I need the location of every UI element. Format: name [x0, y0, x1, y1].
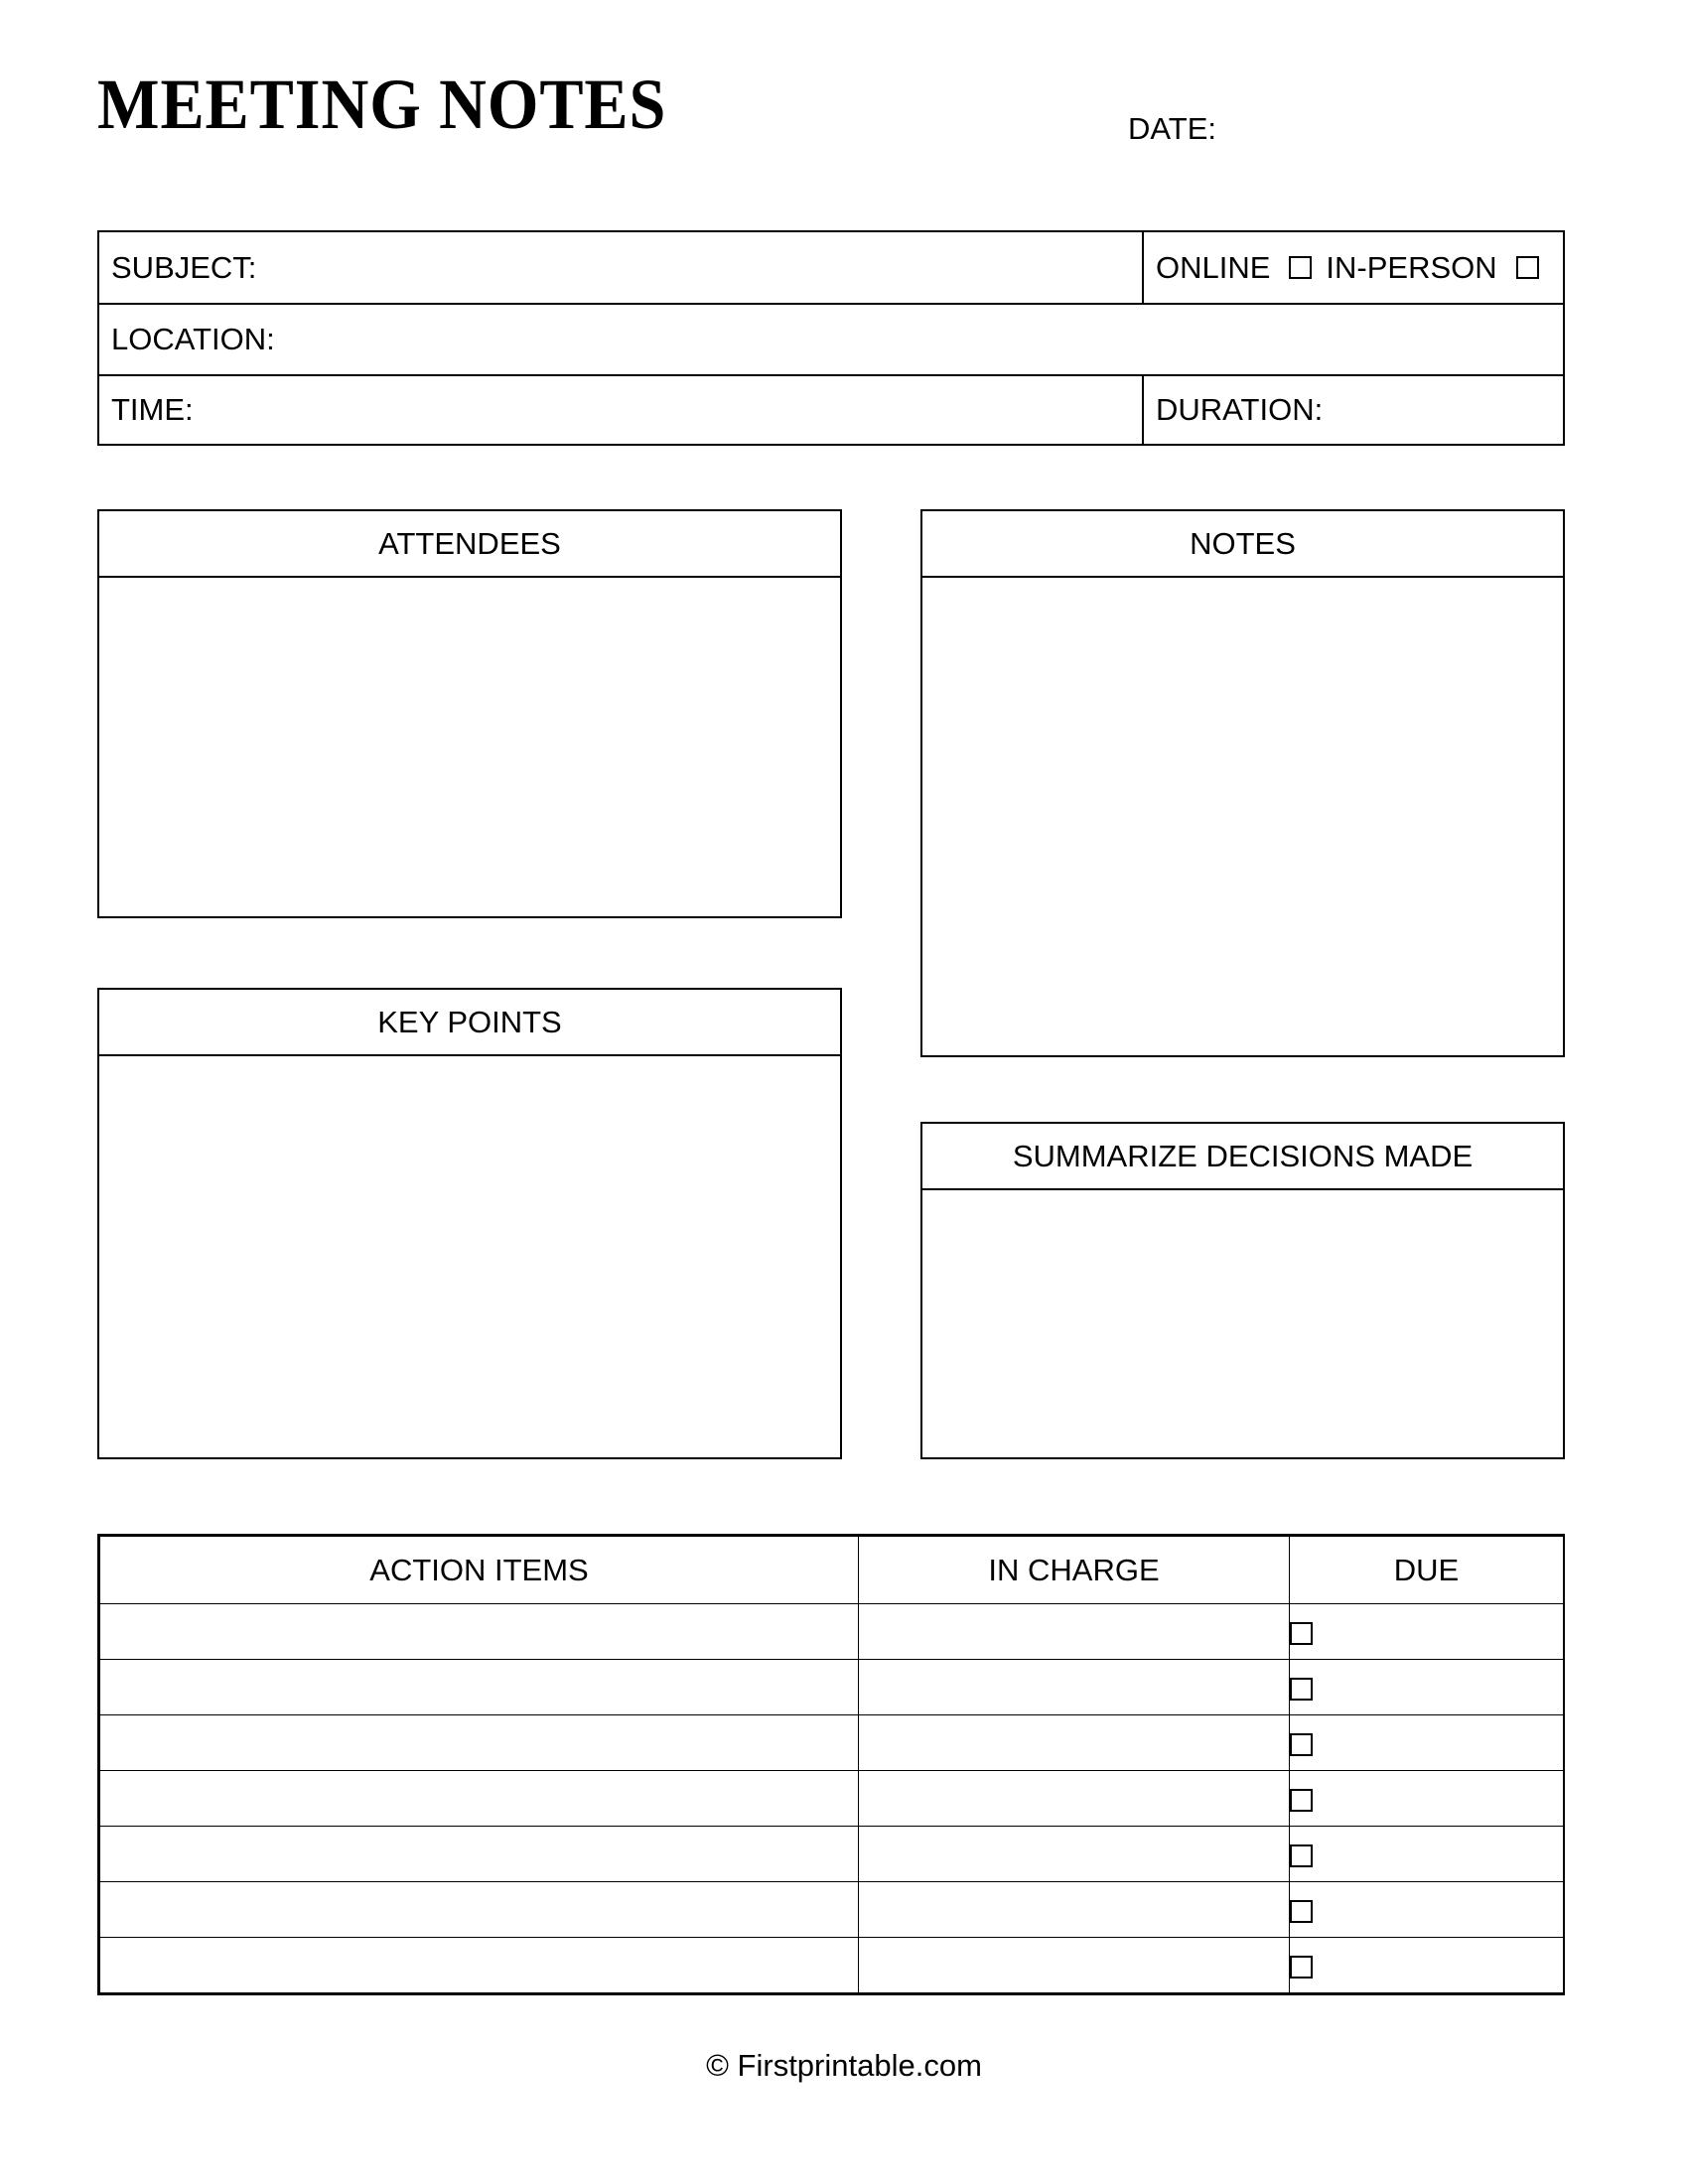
info-row-subject	[99, 232, 1563, 303]
table-row	[100, 1715, 1564, 1771]
meeting-mode-group	[1156, 250, 1543, 286]
action-item-cell[interactable]	[100, 1771, 859, 1827]
table-row	[100, 1882, 1564, 1938]
table-row	[100, 1938, 1564, 1993]
subject-field[interactable]	[99, 232, 1142, 303]
column-header-in-charge: IN CHARGE	[859, 1537, 1290, 1604]
in-charge-cell[interactable]	[859, 1827, 1290, 1882]
table-row	[100, 1660, 1564, 1715]
in-charge-cell[interactable]	[859, 1660, 1290, 1715]
column-header-due: DUE	[1290, 1537, 1564, 1604]
time-field[interactable]	[99, 376, 1142, 445]
inperson-label: IN-PERSON	[1326, 249, 1497, 285]
attendees-panel	[97, 509, 842, 918]
due-cell[interactable]	[1290, 1771, 1564, 1827]
action-items-table-wrapper	[97, 1534, 1565, 1995]
duration-label: DURATION:	[1156, 392, 1324, 428]
due-cell[interactable]	[1290, 1604, 1564, 1660]
time-label: TIME:	[111, 392, 194, 428]
due-cell[interactable]	[1290, 1827, 1564, 1882]
info-row-location	[99, 303, 1563, 373]
key-points-panel	[97, 988, 842, 1459]
due-checkbox-icon[interactable]	[1290, 1844, 1313, 1867]
page-title: MEETING NOTES	[97, 65, 667, 144]
duration-field[interactable]	[1142, 376, 1563, 445]
meeting-info-box	[97, 230, 1565, 446]
key-points-heading: KEY POINTS	[99, 990, 840, 1056]
subject-label: SUBJECT:	[111, 249, 257, 285]
notes-heading: NOTES	[922, 511, 1563, 578]
action-item-cell[interactable]	[100, 1604, 859, 1660]
due-cell[interactable]	[1290, 1938, 1564, 1993]
info-row-time-duration	[99, 374, 1563, 445]
inperson-checkbox-icon[interactable]	[1516, 256, 1539, 279]
location-label: LOCATION:	[111, 321, 275, 356]
attendees-heading: ATTENDEES	[99, 511, 840, 578]
due-checkbox-icon[interactable]	[1290, 1789, 1313, 1812]
in-charge-cell[interactable]	[859, 1938, 1290, 1993]
online-label: ONLINE	[1156, 249, 1271, 285]
date-field-label[interactable]: DATE:	[1128, 111, 1216, 146]
table-header-row	[100, 1537, 1564, 1604]
due-checkbox-icon[interactable]	[1290, 1678, 1313, 1701]
action-item-cell[interactable]	[100, 1660, 859, 1715]
action-items-table-body	[100, 1604, 1564, 1993]
in-charge-cell[interactable]	[859, 1715, 1290, 1771]
due-checkbox-icon[interactable]	[1290, 1900, 1313, 1923]
in-charge-cell[interactable]	[859, 1771, 1290, 1827]
column-header-action-items: ACTION ITEMS	[100, 1537, 859, 1604]
due-checkbox-icon[interactable]	[1290, 1733, 1313, 1756]
table-row	[100, 1827, 1564, 1882]
decisions-panel	[920, 1122, 1565, 1459]
table-row	[100, 1771, 1564, 1827]
notes-panel	[920, 509, 1565, 1057]
action-items-table	[99, 1536, 1564, 1993]
online-checkbox-icon[interactable]	[1289, 256, 1312, 279]
location-field[interactable]	[99, 305, 1563, 373]
due-cell[interactable]	[1290, 1882, 1564, 1938]
table-row	[100, 1604, 1564, 1660]
in-charge-cell[interactable]	[859, 1882, 1290, 1938]
due-checkbox-icon[interactable]	[1290, 1622, 1313, 1645]
action-item-cell[interactable]	[100, 1715, 859, 1771]
action-item-cell[interactable]	[100, 1827, 859, 1882]
due-cell[interactable]	[1290, 1660, 1564, 1715]
action-item-cell[interactable]	[100, 1938, 859, 1993]
due-checkbox-icon[interactable]	[1290, 1956, 1313, 1979]
in-charge-cell[interactable]	[859, 1604, 1290, 1660]
due-cell[interactable]	[1290, 1715, 1564, 1771]
action-items-table-head	[100, 1537, 1564, 1604]
meeting-mode-cell	[1142, 232, 1563, 303]
action-item-cell[interactable]	[100, 1882, 859, 1938]
decisions-heading: SUMMARIZE DECISIONS MADE	[922, 1124, 1563, 1190]
footer-copyright: © Firstprintable.com	[706, 2048, 982, 2083]
